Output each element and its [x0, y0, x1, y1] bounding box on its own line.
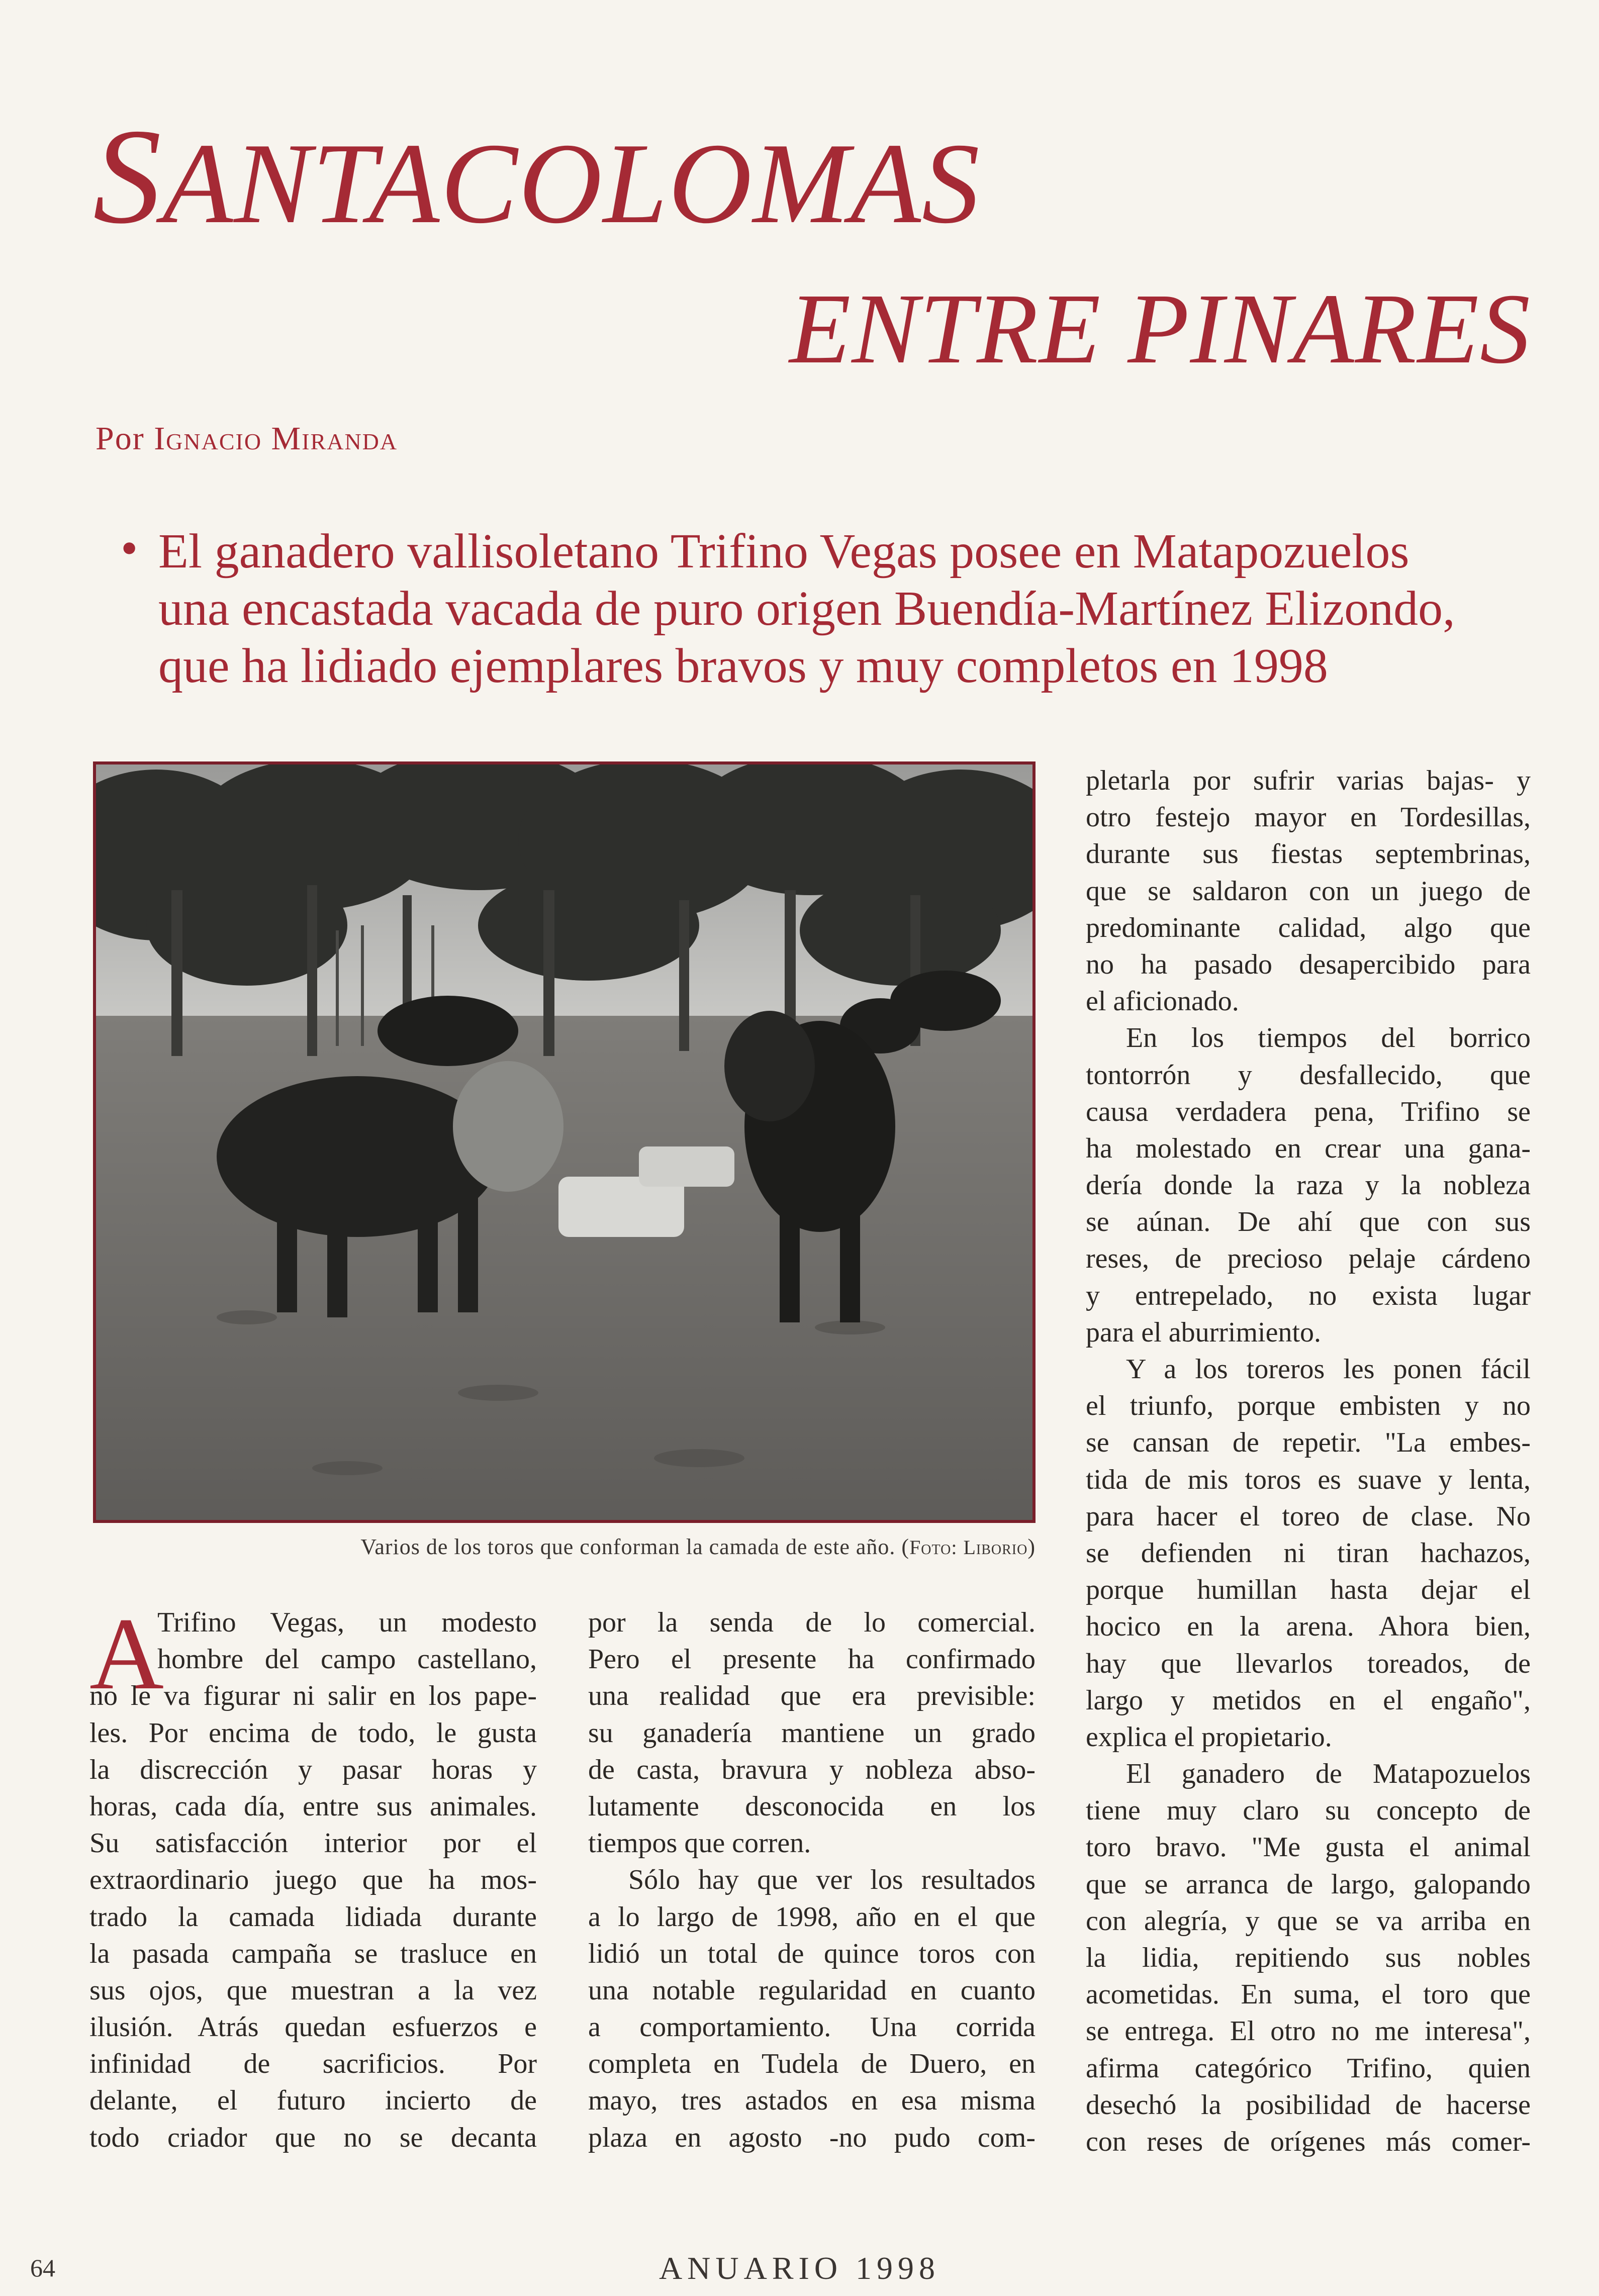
text-line: durante sus fiestas septembrinas,	[1086, 838, 1531, 870]
bulls-photo	[93, 761, 1036, 1523]
lead-line: que ha lidiado ejemplares bravos y muy completos en 1998	[158, 639, 1328, 693]
text-line: otro festejo mayor en Tordesillas,	[1086, 802, 1531, 833]
article-column-3	[1086, 762, 1531, 2160]
text-line: no ha pasado desapercibido para	[1086, 948, 1531, 980]
text-line: explica el propietario.	[1086, 1721, 1332, 1753]
text-line: con alegría, y que se va arriba en	[1086, 1905, 1531, 1937]
text-line: Trifino Vegas, un modesto	[157, 1607, 537, 1638]
text-line: por la senda de lo comercial.	[588, 1607, 1036, 1638]
text-line: una notable regularidad en cuanto	[588, 1974, 1036, 2006]
bullet-icon: •	[121, 521, 138, 576]
text-line: mayo, tres astados en esa misma	[588, 2085, 1036, 2117]
text-line: Su satisfacción interior por el	[89, 1828, 537, 1859]
text-line: afirma categórico Trifino, quien	[1086, 2052, 1531, 2084]
article-column-1	[89, 1597, 537, 2156]
lead-line: El ganadero vallisoletano Trifino Vegas posee en Matapozuelos	[158, 524, 1409, 579]
text-line: hay que llevarlos toreados, de	[1086, 1648, 1531, 1679]
credit-open: (	[901, 1535, 910, 1559]
text-line: trado la camada lidiada durante	[89, 1901, 537, 1933]
text-line: ilusión. Atrás quedan esfuerzos e	[89, 2012, 537, 2043]
text-line: tiene muy claro su concepto de	[1086, 1795, 1531, 1827]
text-line: tontorrón y desfallecido, que	[1086, 1059, 1531, 1091]
text-line: todo criador que no se decanta	[89, 2122, 537, 2153]
title-initial: S	[93, 101, 162, 252]
credit-label: Foto:	[909, 1536, 958, 1559]
text-line: predominante calidad, algo que	[1086, 912, 1531, 943]
byline-author: Ignacio Miranda	[154, 420, 398, 457]
drop-cap: A	[89, 1597, 164, 1711]
credit-name: Liborio	[963, 1536, 1028, 1559]
text-line: pletarla por sufrir varias bajas- y	[1086, 765, 1531, 796]
text-line: horas, cada día, entre sus animales.	[89, 1790, 537, 1822]
text-line: hocico en la arena. Ahora bien,	[1086, 1611, 1531, 1643]
article-column-2	[588, 1604, 1036, 2156]
photo-illustration	[96, 764, 1032, 1520]
text-line: Pero el presente ha confirmado	[588, 1644, 1036, 1675]
text-line: y entrepelado, no exista lugar	[1086, 1280, 1531, 1311]
caption-text: Varios de los toros que conforman la camada de este año.	[360, 1535, 896, 1559]
text-line: toro bravo. "Me gusta el animal	[1086, 1832, 1531, 1863]
text-line: para hacer el toreo de clase. No	[1086, 1500, 1531, 1532]
text-line: ha molestado en crear una gana-	[1086, 1132, 1531, 1164]
text-line: lutamente desconocida en los	[588, 1790, 1036, 1822]
text-line: se entrega. El otro no me interesa",	[1086, 2016, 1531, 2047]
text-line: Sólo hay que ver los resultados	[628, 1864, 1036, 1896]
text-line: desechó la posibilidad de hacerse	[1086, 2089, 1531, 2121]
text-line: largo y metidos en el engaño",	[1086, 1684, 1531, 1716]
byline	[96, 420, 398, 458]
title-rest: ANTACOLOMAS	[162, 119, 981, 247]
text-line: En los tiempos del borrico	[1126, 1022, 1531, 1054]
text-line: tiempos que corren.	[588, 1828, 811, 1859]
text-line: El ganadero de Matapozuelos	[1126, 1758, 1531, 1790]
text-line: Y a los toreros les ponen fácil	[1126, 1354, 1531, 1385]
byline-prefix: Por	[96, 420, 145, 457]
title-line-1	[93, 101, 981, 252]
text-line: su ganadería mantiene un grado	[588, 1717, 1036, 1749]
text-line: delante, el futuro incierto de	[89, 2085, 537, 2117]
text-line: reses, de precioso pelaje cárdeno	[1086, 1243, 1531, 1275]
text-line: con reses de orígenes más comer-	[1086, 2126, 1531, 2157]
lead-line: una encastada vacada de puro origen Buendía-Martínez Elizondo,	[158, 582, 1455, 636]
text-line: una realidad que era previsible:	[588, 1680, 1036, 1712]
text-line: hombre del campo castellano,	[157, 1644, 537, 1675]
text-line: acometidas. En suma, el toro que	[1086, 1979, 1531, 2011]
text-line: para el aburrimiento.	[1086, 1316, 1322, 1348]
title-line-2: ENTRE PINARES	[789, 273, 1531, 385]
text-line: completa en Tudela de Duero, en	[588, 2048, 1036, 2080]
text-line: el triunfo, porque embisten y no	[1086, 1390, 1531, 1422]
text-line: que se saldaron con un juego de	[1086, 875, 1531, 907]
text-line: el aficionado.	[1086, 986, 1239, 1017]
text-line: la lidia, repitiendo sus nobles	[1086, 1942, 1531, 1973]
text-line: la discrección y pasar horas y	[89, 1754, 537, 1785]
text-line: lidió un total de quince toros con	[588, 1938, 1036, 1969]
text-line: dería donde la raza y la nobleza	[1086, 1170, 1531, 1201]
text-line: a lo largo de 1998, año en el que	[588, 1901, 1036, 1933]
text-line: a comportamiento. Una corrida	[588, 2012, 1036, 2043]
text-line: les. Por encima de todo, le gusta	[89, 1717, 537, 1749]
text-line: extraordinario juego que ha mos-	[89, 1864, 537, 1896]
lead-paragraph	[121, 521, 1516, 695]
text-line: de casta, bravura y nobleza abso-	[588, 1754, 1036, 1785]
text-line: se aúnan. De ahí que con sus	[1086, 1206, 1531, 1238]
text-line: tida de mis toros es suave y lenta,	[1086, 1464, 1531, 1495]
page-number: 64	[30, 2254, 55, 2282]
publication-footer: ANUARIO 1998	[659, 2250, 940, 2286]
text-line: causa verdadera pena, Trifino se	[1086, 1096, 1531, 1127]
text-line: la pasada campaña se trasluce en	[89, 1938, 537, 1969]
text-line: porque humillan hasta dejar el	[1086, 1574, 1531, 1606]
photo-caption	[93, 1534, 1036, 1560]
text-line: que se arranca de largo, galopando	[1086, 1868, 1531, 1900]
text-line: no le va figurar ni salir en los pape-	[89, 1680, 537, 1712]
text-line: se cansan de repetir. "La embes-	[1086, 1427, 1531, 1459]
text-line: se defienden ni tiran hachazos,	[1086, 1537, 1531, 1569]
credit-close: )	[1027, 1535, 1036, 1559]
text-line: sus ojos, que muestran a la vez	[89, 1974, 537, 2006]
text-line: plaza en agosto -no pudo com-	[588, 2122, 1036, 2153]
text-line: infinidad de sacrificios. Por	[89, 2048, 537, 2080]
